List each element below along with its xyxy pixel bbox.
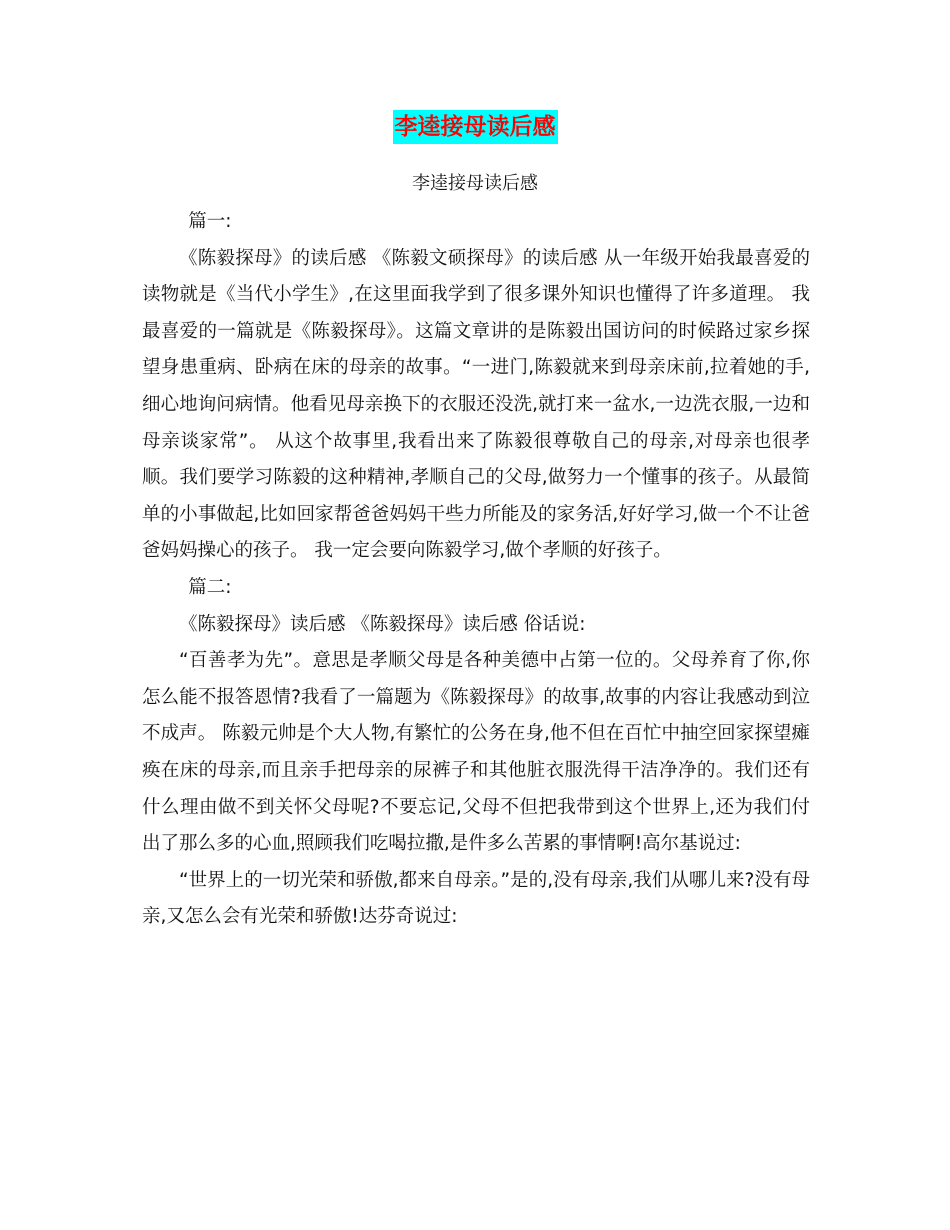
paragraph-1: 《陈毅探母》的读后感 《陈毅文硕探母》的读后感 从一年级开始我最喜爱的读物就是《当代小学生》,在这里面我学到了很多课外知识也懂得了许多道理。 我最喜爱的一篇就是《陈毅探母》。这篇文章讲的是陈毅出国访问的时候路过家乡探望身患重病、卧病在床的母亲的故事。“一进门,陈毅就来到母亲床前,拉着她的手,细心地询问病情。他看见母亲换下的衣服还没洗,就打来一盆水,一边洗衣服,一边和母亲谈家常”。 从这个故事里,我看出来了陈毅很尊敬自己的母亲,对母亲也很孝顺。我们要学习陈毅的这种精神,孝顺自己的父母,做努力一个懂事的孩子。从最简单的小事做起,比如回家帮爸爸妈妈干些力所能及的家务活,好好学习,做一个不让爸爸妈妈操心的孩子。 我一定会要向陈毅学习,做个孝顺的好孩子。 [142,247,810,562]
document-subtitle: 李逵接母读后感 [412,173,538,194]
paragraph-4: “世界上的一切光荣和骄傲,都来自母亲。”是的,没有母亲,我们从哪儿来?没有母亲,又怎么会有光荣和骄傲!达芬奇说过: [142,869,810,928]
document-title: 李逵接母读后感 [393,110,558,144]
document-body [142,204,810,936]
paragraph-2: 《陈毅探母》读后感 《陈毅探母》读后感 俗话说: [179,613,586,635]
section-label-2: 篇二: [188,576,232,598]
title-container [0,110,950,144]
paragraph-3: “百善孝为先”。意思是孝顺父母是各种美德中占第一位的。父母养育了你,你怎么能不报答恩情?我看了一篇题为《陈毅探母》的故事,故事的内容让我感动到泣不成声。 陈毅元帅是个大人物,有繁忙的公务在身,他不但在百忙中抽空回家探望瘫痪在床的母亲,而且亲手把母亲的尿裤子和其他脏衣服洗得干洁净净的。我们还有什么理由做不到关怀父母呢?不要忘记,父母不但把我带到这个世界上,还为我们付出了那么多的心血,照顾我们吃喝拉撒,是件多么苦累的事情啊!高尔基说过: [142,650,810,855]
section-label-1: 篇一: [188,211,232,232]
